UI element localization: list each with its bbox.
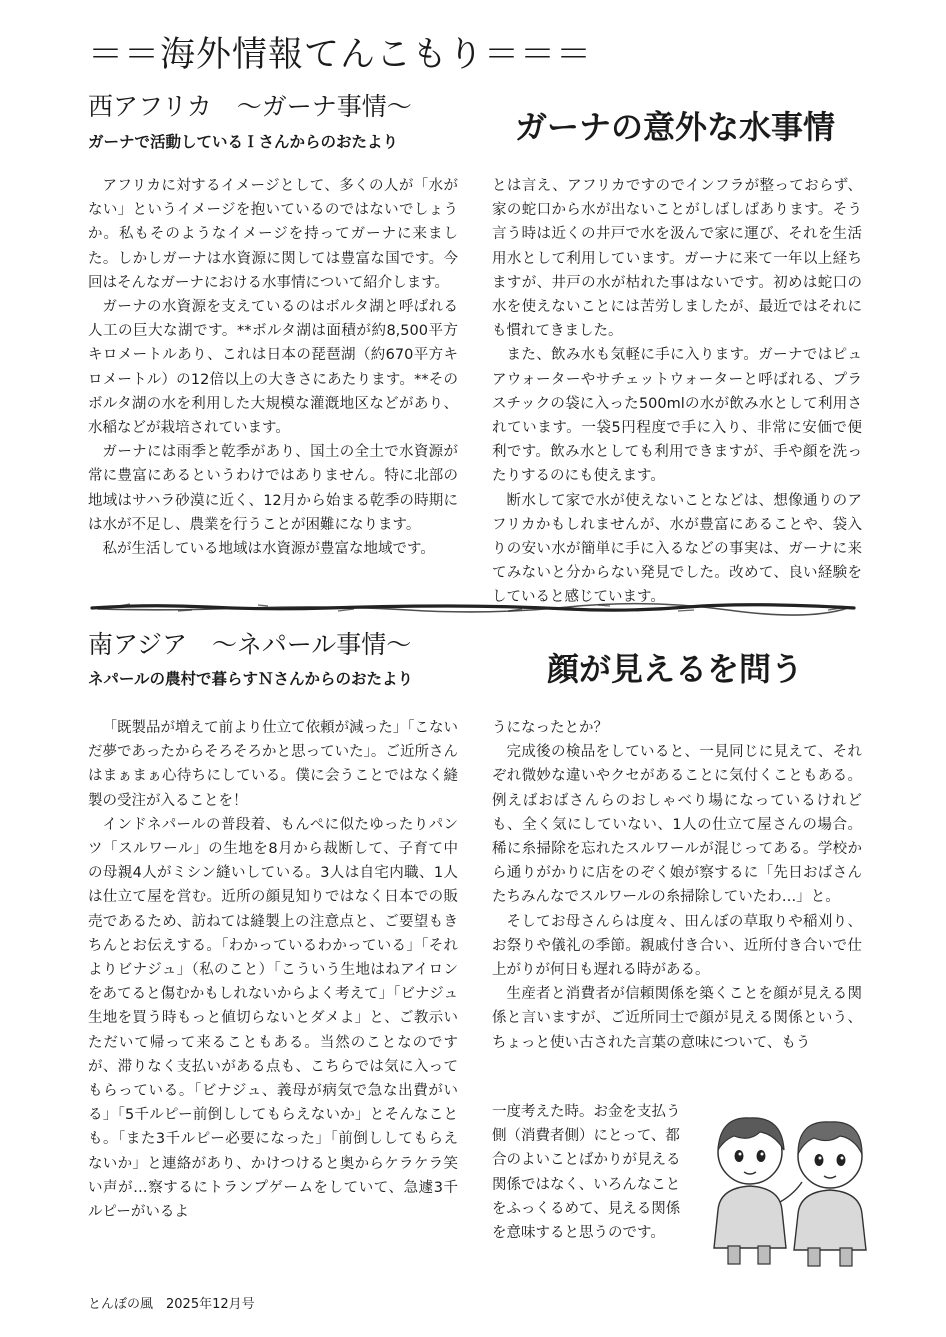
two-characters-illustration [700,1090,880,1270]
nepal-right-paragraph: 生産者と消費者が信頼関係を築くことを顔が見える関係と言いますが、ご近所同士で顔が見える関係という、ちょっと使い古された言葉の意味について、もう [492,986,862,1051]
ghana-right-paragraph: とは言え、アフリカですのでインフラが整っておらず、家の蛇口から水が出ないことがしばしばあります。そう言う時は近くの井戸で水を汲んで家に運び、それを生活用水として利用しています。ガーナに来て一年以上経ちますが、井戸の水が枯れた事はないです。初めは蛇口の水を使えないことには苦労しましたが、最近ではそれにも慣れてきました。 [492,178,862,340]
masthead-title: ＝＝海外情報てんこもり＝＝＝ [88,35,593,75]
nepal-subtitle: ネパールの農村で暮らすＮさんからのおたより [88,670,414,688]
right-character-figure [794,1122,866,1266]
nepal-narrow-line: 側（消費者側）にとって、都 [492,1128,680,1145]
ghana-left-paragraph: ガーナの水資源を支えているのはボルタ湖と呼ばれる人工の巨大な湖です。**ボルタ湖は面積が約8,500平方キロメートルあり、これは日本の琵琶湖（約670平方キロメートル）の12倍以上の大きさにあたります。**そのボルタ湖の水を利用した大規模な灌漑地区などがあり、水稲などが栽培されています。 [88,299,458,437]
left-character-figure [714,1118,802,1264]
nepal-right-paragraph: うになったとか？ [492,720,608,736]
nepal-left-column [88,716,458,1224]
ghana-right-paragraph: また、飲み水も気軽に手に入ります。ガーナではピュアウォーターやサチェットウォーターと呼ばれる、プラスチックの袋に入った500mlの水が飲み水として利用されています。一袋5円程度で手に入り、非常に安価で便利です。飲み水としても利用できますが、手や顔を洗ったりするのにも使えます。 [492,347,862,485]
nepal-headline: 顔が見えるを問う [546,650,803,688]
nepal-right-paragraph: そしてお母さんらは度々、田んぼの草取りや稲刈り、お祭りや儀礼の季節。親戚付き合い、近所付き合いで仕上がりが何日も遅れる時がある。 [492,913,862,979]
nepal-left-paragraph: 「既製品が増えて前より仕立て依頼が減った」「こないだ夢であったからそろそろかと思っていた」。ご近所さんはまぁまぁ心待ちにしている。僕に会うことではなく縫製の受注が入ることを！ [88,720,458,809]
ghana-headline: ガーナの意外な水事情 [514,108,835,146]
nepal-left-paragraph: インドネパールの普段着、もんぺに似たゆったりパンツ「スルワール」の生地を8月から裁断して、子育て中の母親4人がミシン縫いしている。3人は自宅内職、1人は仕立て屋を営む。近所の顔見知りではなく日本での販売であるため、訪ねては縫製上の注意点と、ご要望もきちんとお伝えする。「わかっているわかっている」「それよりビナジュ」（私のこと）「こういう生地はねアイロンをあてると傷むかもしれないからよく考えて」「ビナジュ生地を買う時もっと値切らないとダメよ」と、ご教示いただいて帰って来ることもある。当然のことなのですが、滞りなく支払いがある点も、こちらでは気に入ってもらっている。「ビナジュ、義母が病気で急な出費がいる」「5千ルピー前倒ししてもらえないか」とそんなことも。「また3千ルピー必要になった」「前倒ししてもらえないか」と連絡があり、かけつけると奥からケラケラ笑い声が…察するにトランプゲームをしていて、急遽3千ルピーがいるよ [88,816,458,1221]
nepal-narrow-line: 一度考えた時。お金を支払う [492,1104,681,1120]
nepal-region-title: 南アジア ～ネパール事情～ [88,630,412,659]
ghana-left-paragraph: アフリカに対するイメージとして、多くの人が「水がない」というイメージを抱いているのではないでしょうか。私もそのようなイメージを持ってガーナに来ました。しかしガーナは水資源に関しては豊富な国です。今回はそんなガーナにおける水事情について紹介します。 [88,178,458,291]
ghana-left-paragraph: 私が生活している地域は水資源が豊富な地域です。 [102,541,435,558]
nepal-right-paragraph: 完成後の検品をしていると、一見同じに見えて、それぞれ微妙な違いやクセがあることに気付くこともある。例えばおばさんらのおしゃべり場になっているけれども、全く気にしていない、1人の仕立て屋さんの場合。稀に糸掃除を忘れたスルワールが混じってある。学校から通りがかりに店をのぞく娘が察するに「先日おばさんたちみんなでスルワールの糸掃除していたわ…」と。 [492,744,862,906]
section-divider [88,598,858,618]
ghana-right-column [492,174,862,610]
footer-issue-label: とんぼの風 2025年12月号 [88,1297,255,1312]
ghana-region-title: 西アフリカ ～ガーナ事情～ [88,92,412,121]
nepal-narrow-text [492,1100,697,1245]
ghana-left-paragraph: ガーナには雨季と乾季があり、国土の全土で水資源が常に豊富にあるというわけではありません。特に北部の地域はサハラ砂漠に近く、12月から始まる乾季の時期には水が不足し、農業を行うことが困難になります。 [88,444,458,533]
nepal-right-column [492,716,862,1055]
nepal-narrow-line: を意味すると思うのです。 [492,1225,665,1242]
ghana-left-column [88,174,458,561]
nepal-narrow-line: 合のよいことばかりが見える [492,1152,681,1169]
ghana-right-paragraph: 断水して家で水が使えないことなどは、想像通りのアフリカかもしれませんが、水が豊富にあることや、袋入りの安い水が簡単に手に入るなどの事実は、ガーナに来てみないと分からない発見でした。改めて、良い経験をしていると感じています。 [492,492,862,606]
ghana-subtitle: ガーナで活動しているＩさんからのおたより [88,133,399,151]
nepal-narrow-line: 関係ではなく、いろんなこと [492,1176,681,1193]
nepal-narrow-line: をふっくるめて、見える関係 [492,1200,681,1217]
